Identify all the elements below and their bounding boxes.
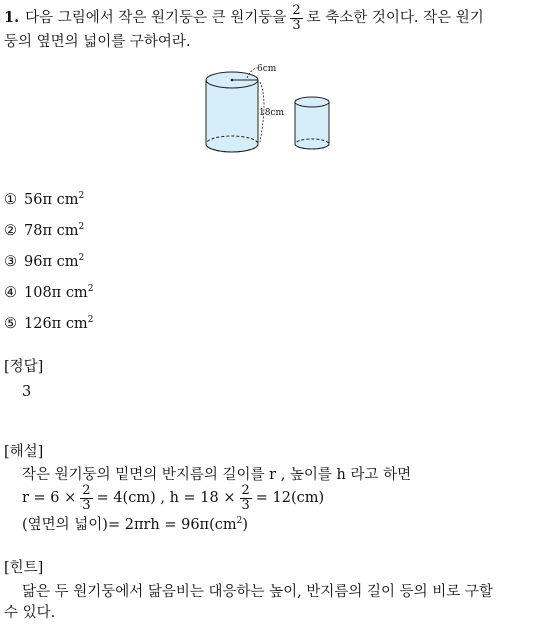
- choice-value: 96π cm: [24, 254, 79, 270]
- choice-mark: ②: [4, 223, 17, 239]
- explanation-line1: 작은 원기둥의 밑면의 반지름의 길이를 r , 높이를 h 라고 하면: [22, 467, 412, 483]
- answer-label: [정답]: [4, 359, 44, 375]
- large-cylinder-body: [206, 80, 258, 144]
- choice-value: 78π cm: [24, 223, 79, 239]
- choice-mark: ⑤: [4, 316, 17, 332]
- question-text-part1: 다음 그림에서 작은 원기둥은 큰 원기둥을: [25, 10, 287, 27]
- large-cylinder: [206, 64, 284, 152]
- choice-5[interactable]: ⑤ 126π $cm^2$: [4, 314, 93, 335]
- height-label: 18cm: [259, 108, 285, 118]
- hint-line1: 닮은 두 원기둥에서 닮음비는 대응하는 높이, 반지름의 길이 등의 비로 구할: [22, 584, 493, 600]
- choice-value: 126π cm: [24, 316, 88, 332]
- choice-2[interactable]: ② 78π $cm^2$: [4, 221, 84, 242]
- hint-line2: 수 있다.: [4, 605, 56, 621]
- ratio-fraction: [290, 4, 302, 32]
- small-cylinder: [295, 97, 329, 149]
- question-number: 1.: [4, 9, 20, 27]
- question-text: [4, 4, 530, 53]
- choice-4[interactable]: ④ 108π $cm^2$: [4, 283, 93, 304]
- choice-mark: ①: [4, 192, 17, 208]
- cylinders-figure: [197, 64, 337, 156]
- h-fraction: $\frac{2}{3}$: [241, 483, 250, 513]
- fraction-denominator: 3: [292, 17, 301, 33]
- choice-3[interactable]: ③ 96π $cm^2$: [4, 252, 84, 273]
- radius-label: 6cm: [257, 64, 277, 74]
- r-fraction: $\frac{2}{3}$: [82, 483, 91, 513]
- choice-mark: ④: [4, 285, 17, 301]
- explanation-line3: (옆면의 넓이)= $2\pi rh = 96\pi(cm^2)$: [22, 516, 249, 533]
- hint-label: [힌트]: [4, 560, 44, 576]
- small-cylinder-top: [295, 97, 329, 107]
- answer-value: 3: [22, 384, 32, 400]
- choice-value: 108π cm: [24, 285, 88, 301]
- question-text-part2: 로 축소한 것이다. 작은 원기: [306, 10, 484, 27]
- explanation-equations: r = 6 × $\frac{2}{3}$ = 4(cm) , h = 18 × $\frac{2}{3}$ = 12(cm): [22, 483, 325, 513]
- choice-value: 56π cm: [24, 192, 79, 208]
- explanation-label: [해설]: [4, 444, 44, 460]
- choice-mark: ③: [4, 254, 17, 270]
- choice-1[interactable]: ① 56π $cm^2$: [4, 190, 84, 211]
- question-text-line2: 둥의 옆면의 넓이를 구하여라.: [4, 34, 191, 51]
- fraction-numerator: 2: [292, 3, 301, 18]
